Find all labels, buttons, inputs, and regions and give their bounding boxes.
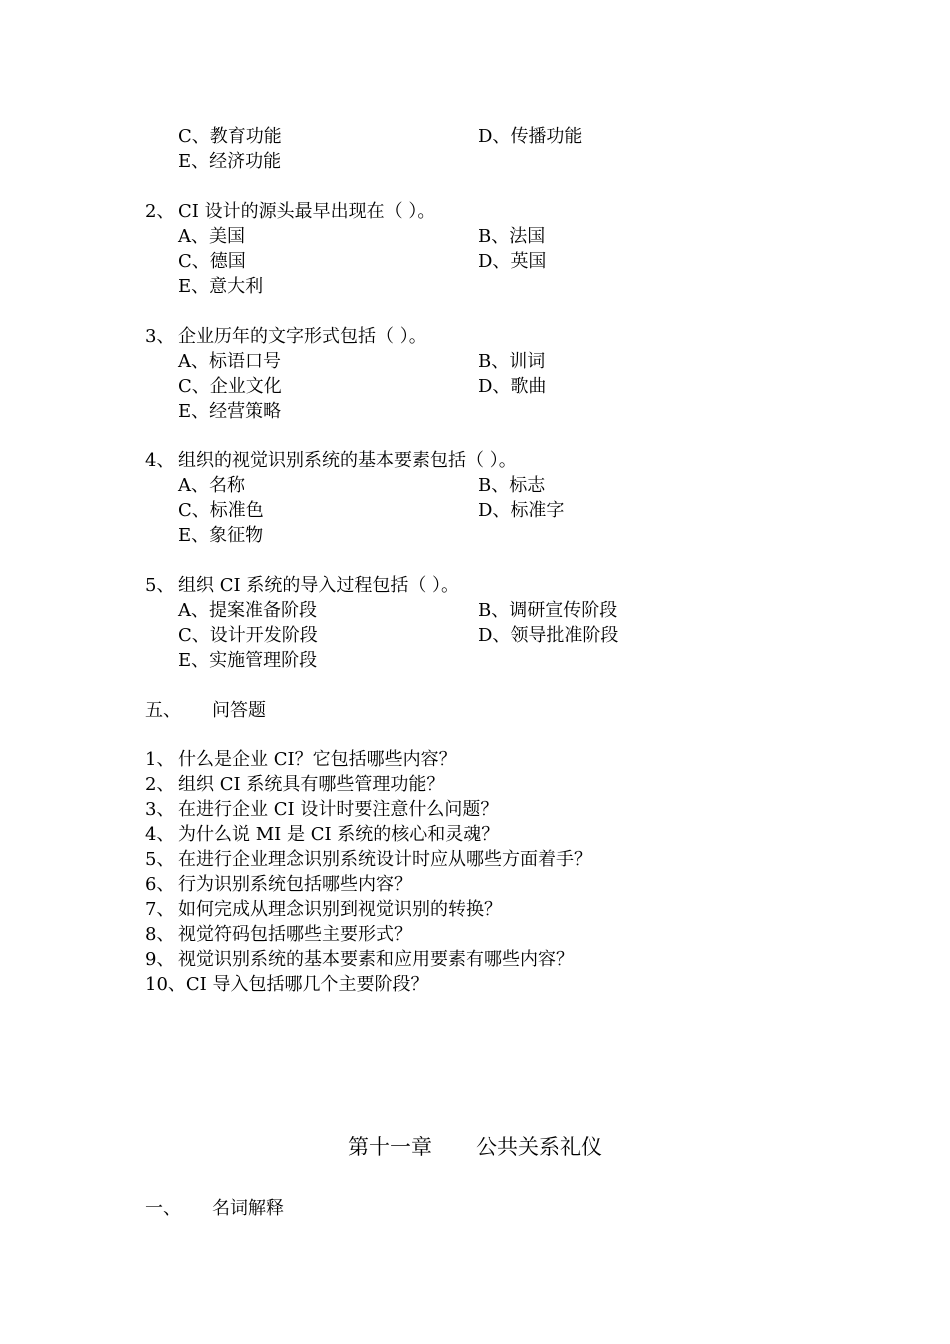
- question-stem: 4、 组织的视觉识别系统的基本要素包括（ ）。: [145, 450, 517, 471]
- essay-question: 7、 如何完成从理念识别到视觉识别的转换？: [145, 899, 502, 920]
- essay-question: 2、 组织 CI 系统具有哪些管理功能？: [145, 774, 445, 795]
- option-b: B、训词: [478, 351, 546, 372]
- essay-question: 8、 视觉符码包括哪些主要形式？: [145, 924, 412, 945]
- option-c: C、教育功能: [178, 126, 282, 147]
- option-c: C、标准色: [178, 500, 264, 521]
- option-e: E、意大利: [178, 276, 264, 297]
- option-c: C、德国: [178, 251, 246, 272]
- option-e: E、经济功能: [178, 151, 282, 172]
- option-d: D、领导批准阶段: [478, 625, 619, 646]
- option-b: B、标志: [478, 475, 546, 496]
- option-d: D、歌曲: [478, 376, 547, 397]
- option-d: D、标准字: [478, 500, 565, 521]
- option-c: C、设计开发阶段: [178, 625, 318, 646]
- essay-question: 9、 视觉识别系统的基本要素和应用要素有哪些内容？: [145, 949, 574, 970]
- option-e: E、实施管理阶段: [178, 650, 318, 671]
- question-stem: 3、 企业历年的文字形式包括（ ）。: [145, 326, 427, 347]
- essay-question: 1、 什么是企业 CI？它包括哪些内容？: [145, 749, 457, 770]
- question-stem: 5、 组织 CI 系统的导入过程包括（ ）。: [145, 575, 460, 596]
- option-a: A、提案准备阶段: [178, 600, 317, 621]
- essay-question: 10、CI 导入包括哪几个主要阶段？: [145, 974, 429, 995]
- option-e: E、经营策略: [178, 401, 282, 422]
- section-heading: 五、 问答题: [145, 700, 266, 721]
- section-heading: 一、 名词解释: [145, 1198, 284, 1219]
- option-e: E、象征物: [178, 525, 264, 546]
- essay-question: 4、 为什么说 MI 是 CI 系统的核心和灵魂？: [145, 824, 500, 845]
- option-d: D、传播功能: [478, 126, 583, 147]
- option-b: B、调研宣传阶段: [478, 600, 618, 621]
- essay-question: 5、 在进行企业理念识别系统设计时应从哪些方面着手？: [145, 849, 592, 870]
- option-d: D、英国: [478, 251, 547, 272]
- option-a: A、美国: [178, 226, 245, 247]
- option-b: B、法国: [478, 226, 546, 247]
- essay-question: 6、 行为识别系统包括哪些内容？: [145, 874, 412, 895]
- question-stem: 2、 CI 设计的源头最早出现在（ ）。: [145, 201, 436, 222]
- option-a: A、名称: [178, 475, 245, 496]
- option-c: C、企业文化: [178, 376, 282, 397]
- option-a: A、标语口号: [178, 351, 281, 372]
- chapter-title: 第十一章 公共关系礼仪: [348, 1135, 602, 1159]
- essay-question: 3、 在进行企业 CI 设计时要注意什么问题？: [145, 799, 499, 820]
